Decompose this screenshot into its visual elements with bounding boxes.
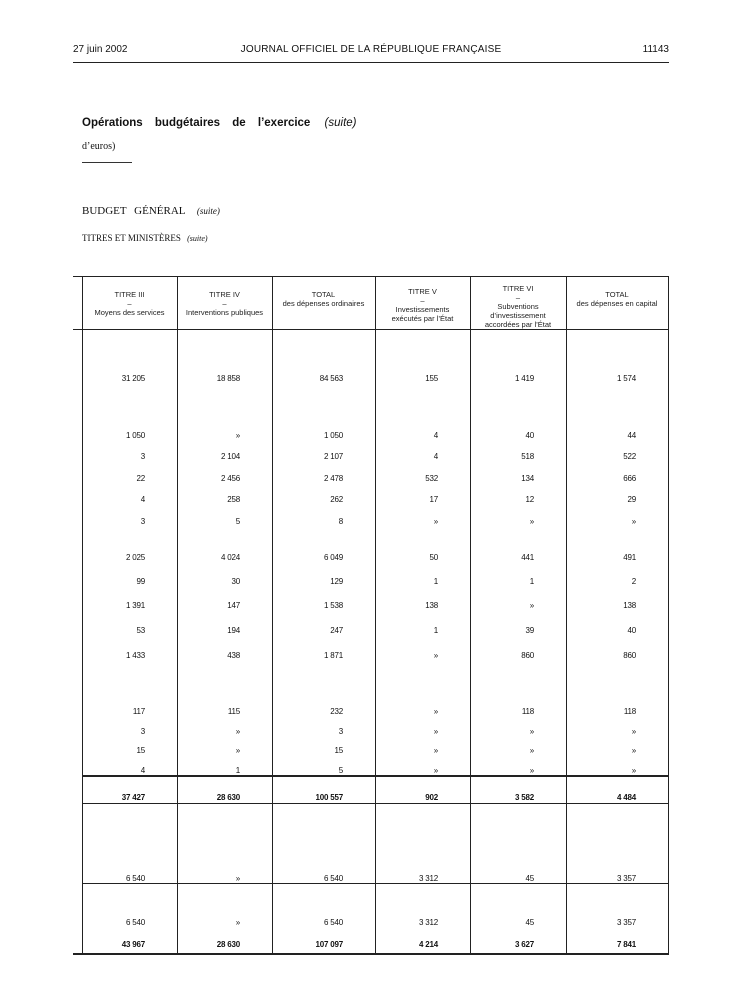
table-cell: »: [529, 766, 534, 775]
title-main: Opérations budgétaires de l’exercice: [82, 117, 311, 129]
header-rule: [73, 62, 669, 63]
table-cell: 18 858: [216, 374, 240, 383]
table-cell: »: [529, 746, 534, 755]
table-cell: »: [631, 727, 636, 736]
table-cell: »: [631, 746, 636, 755]
column-rule: [375, 276, 376, 954]
table-cell: 2 025: [125, 553, 145, 562]
table-cell: 1: [433, 626, 438, 635]
table-cell: 39: [525, 626, 534, 635]
table-cell: 1 538: [323, 601, 343, 610]
table-cell: 3: [140, 727, 145, 736]
table-cell: 232: [330, 707, 343, 716]
table-cell: 4 484: [616, 793, 636, 802]
table-cell: 30: [231, 577, 240, 586]
column-rule: [177, 276, 178, 954]
table-cell: 6 540: [125, 918, 145, 927]
journal-title: JOURNAL OFFICIEL DE LA RÉPUBLIQUE FRANÇAISE: [240, 44, 502, 55]
table-cell: 1 871: [323, 651, 343, 660]
column-header-line: d’investissement: [490, 311, 546, 320]
table-cell: 2: [631, 577, 636, 586]
table-cell: 1: [235, 766, 240, 775]
table-cell: »: [529, 601, 534, 610]
table-cell: »: [433, 766, 438, 775]
column-rule: [272, 276, 273, 954]
table-cell: 50: [429, 553, 438, 562]
table-cell: »: [433, 746, 438, 755]
table-cell: 860: [521, 651, 534, 660]
table-cell: 2 107: [323, 452, 343, 461]
column-header: [375, 287, 470, 323]
page-title: [82, 117, 357, 129]
table-cell: 45: [525, 918, 534, 927]
table-cell: 40: [627, 626, 636, 635]
column-header: [177, 290, 272, 317]
table-cell: 5: [235, 517, 240, 526]
table-cell: 860: [623, 651, 636, 660]
table-cell: 441: [521, 553, 534, 562]
table-cell: 138: [623, 601, 636, 610]
budget-heading: [82, 205, 220, 217]
column-rule: [668, 276, 669, 954]
column-header-line: –: [515, 293, 521, 302]
table-cell: 3: [338, 727, 343, 736]
table-cell: »: [631, 517, 636, 526]
column-header: [82, 290, 177, 317]
table-cell: »: [433, 707, 438, 716]
table-cell: »: [235, 746, 240, 755]
table-cell: 2 456: [220, 474, 240, 483]
table-cell: 37 427: [121, 793, 145, 802]
table-cell: 129: [330, 577, 343, 586]
table-cell: 15: [136, 746, 145, 755]
table-cell: 84 563: [319, 374, 343, 383]
table-cell: 7 841: [616, 940, 636, 949]
page-number: 11143: [642, 44, 669, 55]
table-cell: 118: [623, 707, 636, 716]
column-header-line: accordées par l’État: [484, 320, 552, 329]
column-header-line: des dépenses ordinaires: [282, 299, 365, 308]
table-cell: 4: [140, 495, 145, 504]
table-cell: 8: [338, 517, 343, 526]
column-header-line: Moyens des services: [94, 308, 165, 317]
table-cell: 3 627: [514, 940, 534, 949]
table-cell: 45: [525, 874, 534, 883]
column-header: [470, 284, 566, 329]
table-cell: 44: [627, 431, 636, 440]
table-cell: 6 049: [323, 553, 343, 562]
table-cell: 4 214: [418, 940, 438, 949]
column-header: [272, 290, 375, 308]
table-cell: 118: [521, 707, 534, 716]
table-cell: 40: [525, 431, 534, 440]
table-cell: 107 097: [315, 940, 343, 949]
budget-suite: (suite): [196, 206, 220, 216]
table-cell: 6 540: [323, 918, 343, 927]
column-header-line: des dépenses en capital: [576, 299, 658, 308]
table-cell: 247: [330, 626, 343, 635]
column-rule: [82, 276, 83, 954]
table-cell: 3: [140, 452, 145, 461]
title-suite: (suite): [324, 117, 357, 129]
table-cell: 518: [521, 452, 534, 461]
table-cell: 28 630: [216, 793, 240, 802]
header-date: 27 juin 2002: [73, 44, 128, 55]
column-header-line: Subventions: [497, 302, 539, 311]
table-cell: 29: [627, 495, 636, 504]
table-cell: 1 050: [323, 431, 343, 440]
table-cell: 4: [433, 431, 438, 440]
table-cell: »: [433, 517, 438, 526]
table-cell: 262: [330, 495, 343, 504]
table-cell: 1 574: [616, 374, 636, 383]
table-bottom-rule: [73, 953, 669, 955]
table-cell: 147: [227, 601, 240, 610]
table-cell: 4: [433, 452, 438, 461]
table-cell: 5: [338, 766, 343, 775]
table-cell: 4: [140, 766, 145, 775]
header-bottom-rule: [73, 329, 669, 330]
budget-label: BUDGET GÉNÉRAL: [82, 205, 186, 217]
table-cell: 99: [136, 577, 145, 586]
titres-heading: [82, 233, 208, 243]
table-cell: 194: [227, 626, 240, 635]
table-top-rule: [73, 276, 669, 277]
table-cell: 4 024: [220, 553, 240, 562]
table-cell: 6 540: [125, 874, 145, 883]
table-cell: 15: [334, 746, 343, 755]
column-header-line: TITRE IV: [209, 290, 240, 299]
table-cell: 522: [623, 452, 636, 461]
column-header-line: –: [420, 296, 425, 305]
table-cell: »: [235, 727, 240, 736]
table-cell: 3 582: [514, 793, 534, 802]
column-header-line: Interventions publiques: [185, 308, 264, 317]
column-header-line: –: [222, 299, 227, 308]
table-cell: 22: [136, 474, 145, 483]
table-cell: 3 312: [418, 874, 438, 883]
table-cell: 3 357: [616, 874, 636, 883]
table-cell: »: [529, 727, 534, 736]
table-cell: 3 312: [418, 918, 438, 927]
table-cell: »: [433, 651, 438, 660]
table-cell: »: [631, 766, 636, 775]
table-cell: 53: [136, 626, 145, 635]
titres-label: TITRES ET MINISTÈRES: [82, 233, 181, 243]
table-cell: 1 433: [125, 651, 145, 660]
table-cell: 28 630: [216, 940, 240, 949]
column-header-line: TITRE V: [408, 287, 437, 296]
table-cell: 2 478: [323, 474, 343, 483]
table-cell: 31 205: [121, 374, 145, 383]
table-cell: 258: [227, 495, 240, 504]
table-cell: 438: [227, 651, 240, 660]
page-header: [73, 44, 669, 58]
table-cell: 1: [433, 577, 438, 586]
table-cell: »: [529, 517, 534, 526]
column-header-line: TITRE III: [114, 290, 145, 299]
table-cell: 138: [425, 601, 438, 610]
table-cell: 1 050: [125, 431, 145, 440]
column-header: [566, 290, 668, 308]
table-cell: 1 391: [125, 601, 145, 610]
table-cell: 666: [623, 474, 636, 483]
column-header-line: TITRE VI: [502, 284, 534, 293]
column-rule: [470, 276, 471, 954]
table-cell: 3: [140, 517, 145, 526]
column-header-line: TOTAL: [605, 290, 629, 299]
table-cell: 2 104: [220, 452, 240, 461]
table-cell: 902: [425, 793, 438, 802]
column-header-line: –: [127, 299, 132, 308]
table-cell: 532: [425, 474, 438, 483]
table-cell: 1 419: [514, 374, 534, 383]
table-cell: »: [235, 918, 240, 927]
table-cell: 115: [227, 707, 240, 716]
table-cell: 6 540: [323, 874, 343, 883]
table-cell: 117: [132, 707, 145, 716]
column-rule: [566, 276, 567, 954]
table-cell: 134: [521, 474, 534, 483]
short-rule: [82, 162, 132, 163]
titres-suite: (suite): [187, 234, 208, 243]
column-header-line: TOTAL: [311, 290, 336, 299]
table-cell: »: [433, 727, 438, 736]
table-cell: 100 557: [315, 793, 343, 802]
table-cell: 17: [429, 495, 438, 504]
column-header-line: exécutés par l’État: [391, 314, 454, 323]
table-cell: 1: [529, 577, 534, 586]
table-cell: 3 357: [616, 918, 636, 927]
table-cell: 155: [425, 374, 438, 383]
table-cell: 491: [623, 553, 636, 562]
column-header-line: Investissements: [395, 305, 450, 314]
table-cell: 12: [525, 495, 534, 504]
table-cell: »: [235, 431, 240, 440]
table-cell: »: [235, 874, 240, 883]
table-cell: 43 967: [121, 940, 145, 949]
unit-label: d’euros): [82, 141, 116, 152]
